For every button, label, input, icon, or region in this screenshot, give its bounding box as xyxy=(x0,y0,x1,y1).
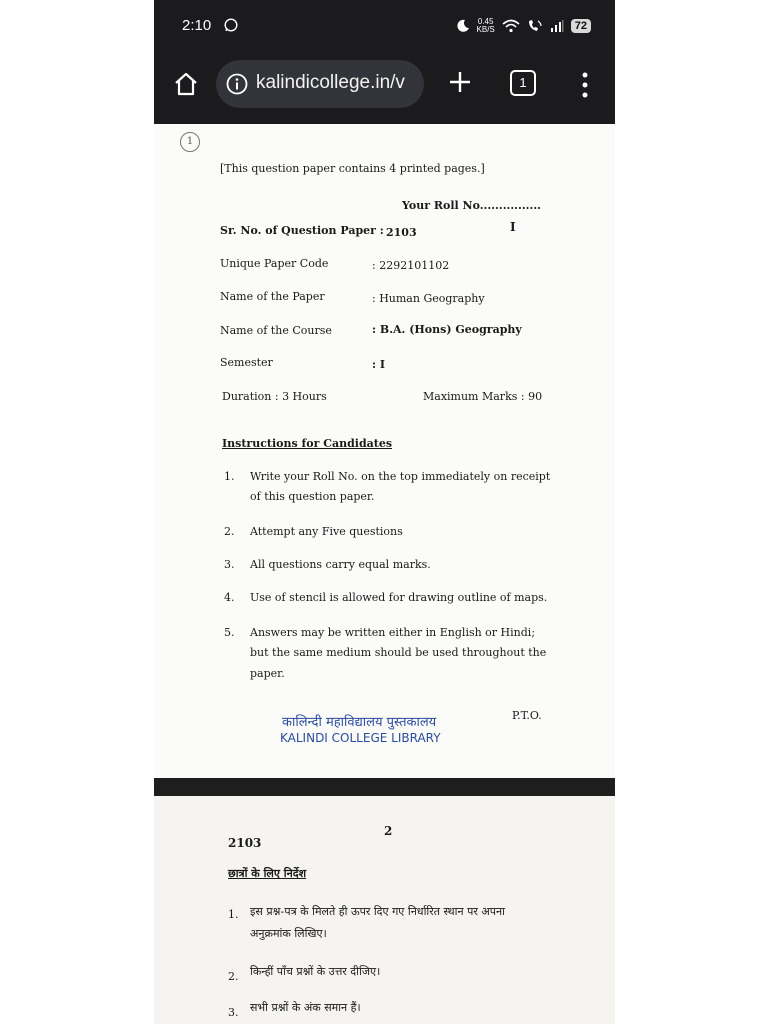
hindi-instruction-line: किन्हीं पाँच प्रश्नों के उत्तर दीजिए। xyxy=(250,965,381,978)
address-bar[interactable] xyxy=(216,60,424,108)
page-number: 2 xyxy=(384,824,393,838)
instruction-line: Use of stencil is allowed for drawing outline of maps. xyxy=(250,591,548,604)
tab-switcher-button[interactable]: 1 xyxy=(510,70,536,96)
site-info-icon[interactable] xyxy=(226,73,248,95)
semester-label: Semester xyxy=(220,356,273,369)
signal-bars-icon xyxy=(550,19,564,33)
handwritten-page-mark: 1 xyxy=(180,132,200,152)
library-stamp-hindi: कालिन्दी महाविद्यालय पुस्तकालय xyxy=(282,715,437,730)
network-speed-unit: KB/S xyxy=(476,25,495,34)
roll-no-field: Your Roll No................ xyxy=(402,199,541,212)
hindi-instruction-line: इस प्रश्न-पत्र के मिलते ही ऊपर दिए गए निर्धारित स्थान पर अपना xyxy=(250,905,505,918)
more-options-icon[interactable] xyxy=(576,70,594,100)
question-paper-page-1 xyxy=(154,124,615,778)
semester-value: : I xyxy=(372,358,386,371)
instruction-line: but the same medium should be used throughout the xyxy=(250,646,547,659)
sr-no-value: 2103 xyxy=(386,226,417,239)
please-turn-over: P.T.O. xyxy=(512,709,542,722)
hindi-instruction-number: 2. xyxy=(228,970,239,983)
network-speed-value: 0.45 xyxy=(477,17,494,26)
paper-number: 2103 xyxy=(228,836,262,850)
wifi-icon xyxy=(502,19,520,33)
sr-no-label: Sr. No. of Question Paper : xyxy=(220,224,384,237)
instruction-line: Write your Roll No. on the top immediately on receipt xyxy=(250,470,551,483)
hindi-instruction-line: अनुक्रमांक लिखिए। xyxy=(250,927,327,940)
whatsapp-icon xyxy=(224,18,238,32)
instruction-number: 5. xyxy=(224,626,235,639)
paper-code-value: : 2292101102 xyxy=(372,259,450,272)
browser-toolbar xyxy=(154,52,615,124)
do-not-disturb-moon-icon xyxy=(456,19,470,33)
page-count-note: [This question paper contains 4 printed pages.] xyxy=(220,162,485,175)
duration: Duration : 3 Hours xyxy=(222,390,327,403)
instruction-number: 2. xyxy=(224,525,235,538)
status-icons xyxy=(456,15,591,37)
instruction-number: 4. xyxy=(224,591,235,604)
instruction-line: Answers may be written either in English or Hindi; xyxy=(250,626,536,639)
instruction-line: Attempt any Five questions xyxy=(250,525,403,538)
battery-indicator: 72 xyxy=(571,19,591,33)
phone-screen xyxy=(154,0,615,1024)
hindi-instruction-number: 3. xyxy=(228,1006,239,1019)
paper-name-label: Name of the Paper xyxy=(220,290,325,303)
instructions-heading: Instructions for Candidates xyxy=(222,437,393,450)
status-bar xyxy=(154,0,615,52)
instruction-number: 1. xyxy=(224,470,235,483)
question-paper-page-2 xyxy=(154,796,615,1024)
course-name-value: : B.A. (Hons) Geography xyxy=(372,323,522,336)
wifi-calling-icon xyxy=(527,19,543,33)
instruction-number: 3. xyxy=(224,558,235,571)
home-icon[interactable] xyxy=(172,70,200,98)
hindi-instruction-line: सभी प्रश्नों के अंक समान हैं। xyxy=(250,1001,361,1014)
new-tab-plus-icon[interactable] xyxy=(446,68,474,96)
instruction-line: All questions carry equal marks. xyxy=(250,558,431,571)
hindi-instruction-number: 1. xyxy=(228,908,239,921)
paper-code-label: Unique Paper Code xyxy=(220,257,329,270)
library-stamp-english: KALINDI COLLEGE LIBRARY xyxy=(280,731,441,745)
paper-name-value: : Human Geography xyxy=(372,292,485,305)
instruction-line: paper. xyxy=(250,667,285,680)
semester-roman-mark: I xyxy=(510,220,516,234)
status-time: 2:10 xyxy=(182,17,212,34)
page-separator xyxy=(154,778,615,796)
instruction-line: of this question paper. xyxy=(250,490,375,503)
maximum-marks: Maximum Marks : 90 xyxy=(423,390,543,403)
course-name-label: Name of the Course xyxy=(220,324,332,337)
hindi-instructions-heading: छात्रों के लिए निर्देश xyxy=(228,867,307,880)
url-text[interactable]: kalindicollege.in/v xyxy=(256,72,405,93)
network-speed xyxy=(477,18,495,34)
